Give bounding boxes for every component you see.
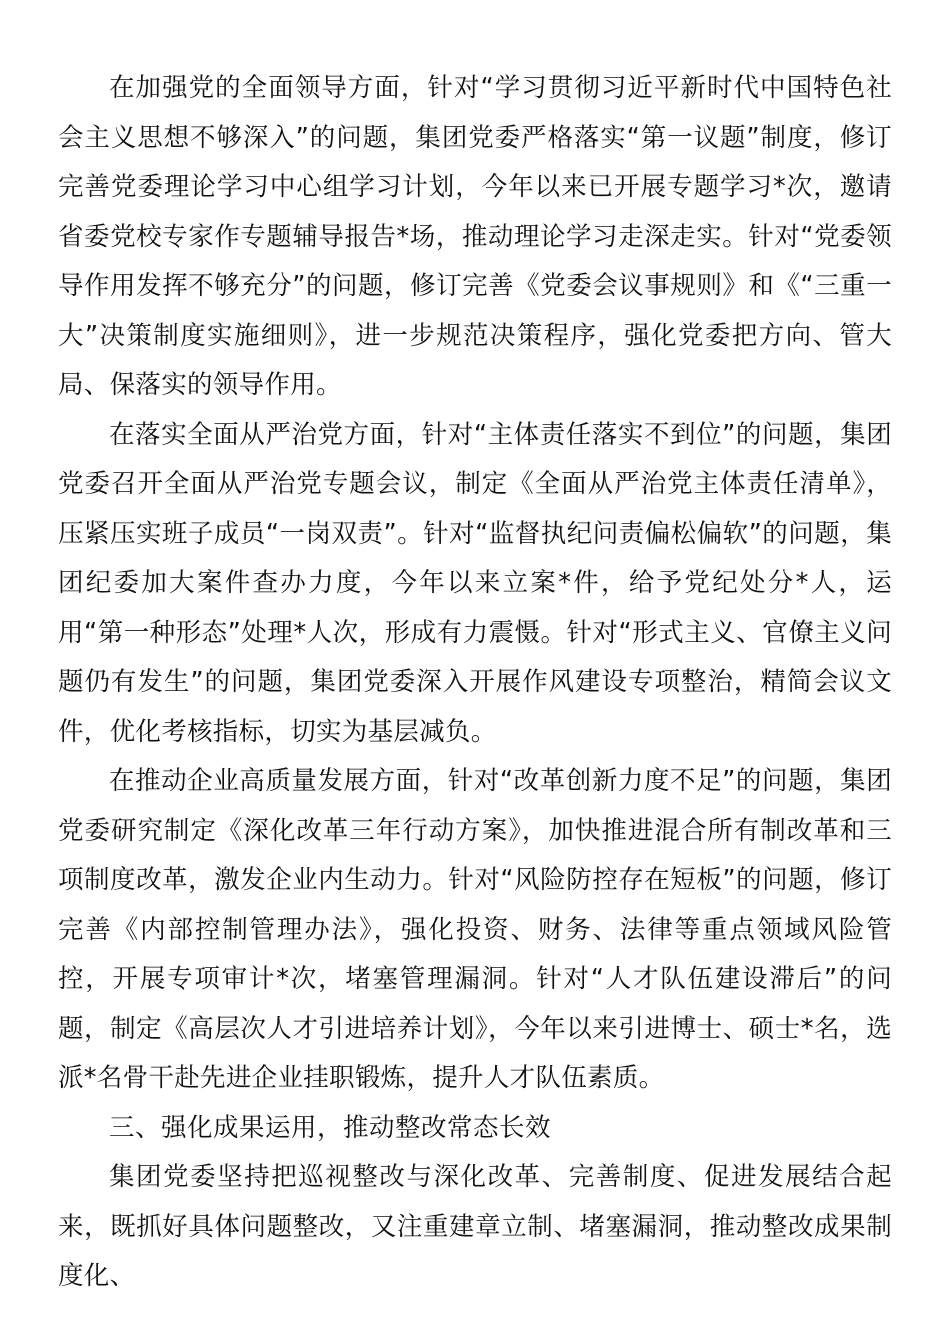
document-body [58,64,892,1302]
paragraph-high-quality-development: 在推动企业高质量发展方面，针对“改革创新力度不足”的问题，集团党委研究制定《深化改革三年行动方案》，加快推进混合所有制改革和三项制度改革，激发企业内生动力。针对“风险防控存在短板”的问题，修订完善《内部控制管理办法》，强化投资、财务、法律等重点领域风险管控，开展专项审计*次，堵塞管理漏洞。针对“人才队伍建设滞后”的问题，制定《高层次人才引进培养计划》，今年以来引进博士、硕士*名，选派*名骨干赴先进企业挂职锻炼，提升人才队伍素质。 [58,766,892,1093]
paragraph-strict-governance: 在落实全面从严治党方面，针对“主体责任落实不到位”的问题，集团党委召开全面从严治党专题会议，制定《全面从严治党主体责任清单》，压紧压实班子成员“一岗双责”。针对“监督执纪问责偏松偏软”的问题，集团纪委加大案件查办力度，今年以来立案*件，给予党纪处分*人，运用“第一种形态”处理*人次，形成有力震慑。针对“形式主义、官僚主义问题仍有发生”的问题，集团党委深入开展作风建设专项整治，精简会议文件，优化考核指标，切实为基层减负。 [58,419,892,747]
section-heading: 三、强化成果运用，推动整改常态长效 [109,1112,552,1143]
paragraph-party-leadership: 在加强党的全面领导方面，针对“学习贯彻习近平新时代中国特色社会主义思想不够深入”的问题，集团党委严格落实“第一议题”制度，修订完善党委理论学习中心组学习计划，今年以来已开展专题学习*次，邀请省委党校专家作专题辅导报告*场，推动理论学习走深走实。针对“党委领导作用发挥不够充分”的问题，修订完善《党委会议事规则》和《“三重一大”决策制度实施细则》，进一步规范决策程序，强化党委把方向、管大局、保落实的领导作用。 [58,73,892,400]
paragraph-results-application: 集团党委坚持把巡视整改与深化改革、完善制度、促进发展结合起来，既抓好具体问题整改，又注重建章立制、堵塞漏洞，推动整改成果制度化、 [58,1162,892,1291]
